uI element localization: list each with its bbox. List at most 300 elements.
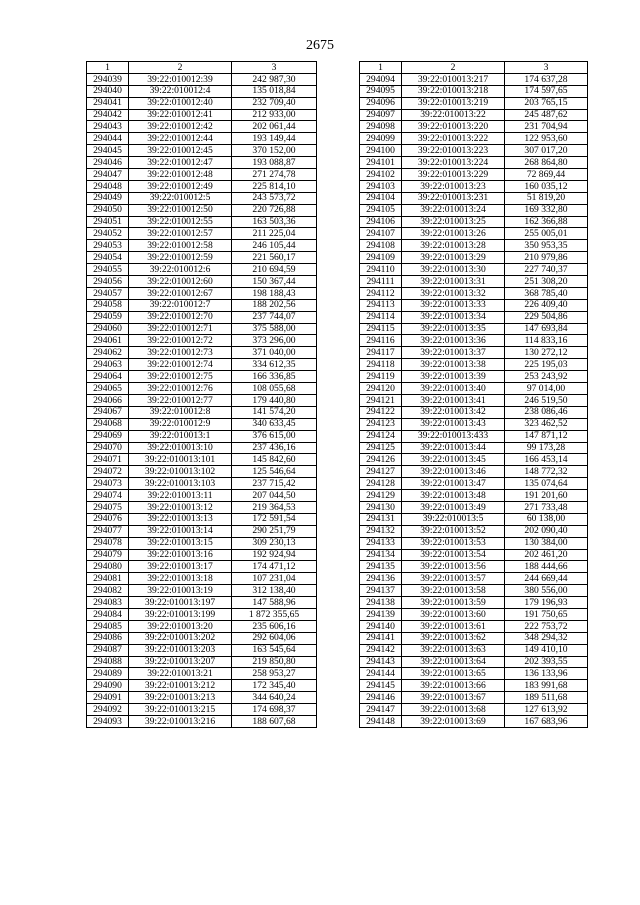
row-number-cell: 294088 [87,656,129,668]
table-row [360,478,588,490]
value-cell: 242 987,30 [232,73,317,85]
cadastral-number-cell: 39:22:010012:4 [129,85,232,97]
row-number-cell: 294138 [360,597,402,609]
row-number-cell: 294096 [360,97,402,109]
cadastral-number-cell: 39:22:010013:21 [129,668,232,680]
table-row [360,430,588,442]
table-row [87,406,317,418]
value-cell: 174 698,37 [232,704,317,716]
cadastral-number-cell: 39:22:010013:45 [402,454,505,466]
cadastral-number-cell: 39:22:010013:219 [402,97,505,109]
row-number-cell: 294095 [360,85,402,97]
table-row [87,335,317,347]
value-cell: 179 440,80 [232,394,317,406]
table-row [360,632,588,644]
cadastral-number-cell: 39:22:010013:32 [402,287,505,299]
table-row [87,668,317,680]
row-number-cell: 294093 [87,715,129,727]
row-number-cell: 294124 [360,430,402,442]
row-number-cell: 294102 [360,169,402,181]
cadastral-number-cell: 39:22:010013:25 [402,216,505,228]
cadastral-number-cell: 39:22:010013:49 [402,501,505,513]
row-number-cell: 294148 [360,715,402,727]
cadastral-number-cell: 39:22:010012:67 [129,287,232,299]
cadastral-number-cell: 39:22:010013:34 [402,311,505,323]
value-cell: 188 444,66 [505,561,588,573]
value-cell: 202 090,40 [505,525,588,537]
table-row [360,490,588,502]
table-row [360,323,588,335]
table-row [87,383,317,395]
value-cell: 271 733,48 [505,501,588,513]
cadastral-number-cell: 39:22:010013:215 [129,704,232,716]
value-cell: 122 953,60 [505,133,588,145]
cadastral-number-cell: 39:22:010013:229 [402,169,505,181]
value-cell: 376 615,00 [232,430,317,442]
cadastral-number-cell: 39:22:010013:12 [129,501,232,513]
row-number-cell: 294143 [360,656,402,668]
cadastral-number-cell: 39:22:010013:41 [402,394,505,406]
value-cell: 202 461,20 [505,549,588,561]
table-row [360,692,588,704]
table-row [87,180,317,192]
row-number-cell: 294136 [360,573,402,585]
table-row [87,109,317,121]
value-cell: 125 546,64 [232,466,317,478]
value-cell: 222 753,72 [505,620,588,632]
table-row [87,549,317,561]
row-number-cell: 294134 [360,549,402,561]
table-row [87,430,317,442]
table-row [360,133,588,145]
cadastral-number-cell: 39:22:010012:70 [129,311,232,323]
row-number-cell: 294055 [87,264,129,276]
value-cell: 258 953,27 [232,668,317,680]
cadastral-number-cell: 39:22:010013:30 [402,264,505,276]
cadastral-number-cell: 39:22:010012:76 [129,383,232,395]
row-number-cell: 294058 [87,299,129,311]
value-cell: 174 471,12 [232,561,317,573]
row-number-cell: 294041 [87,97,129,109]
row-number-cell: 294052 [87,228,129,240]
value-cell: 172 345,40 [232,680,317,692]
cadastral-number-cell: 39:22:010013:35 [402,323,505,335]
row-number-cell: 294079 [87,549,129,561]
row-number-cell: 294116 [360,335,402,347]
value-cell: 244 669,44 [505,573,588,585]
table-row [87,537,317,549]
table-row [360,85,588,97]
value-cell: 237 436,16 [232,442,317,454]
value-cell: 334 612,35 [232,359,317,371]
row-number-cell: 294133 [360,537,402,549]
table-row [360,585,588,597]
cadastral-number-cell: 39:22:010012:45 [129,145,232,157]
table-row [87,121,317,133]
cadastral-number-cell: 39:22:010012:47 [129,157,232,169]
value-cell: 136 133,96 [505,668,588,680]
left-header-col-2: 2 [129,62,232,74]
table-row [360,169,588,181]
row-number-cell: 294146 [360,692,402,704]
cadastral-number-cell: 39:22:010012:7 [129,299,232,311]
cadastral-number-cell: 39:22:010013:23 [402,180,505,192]
row-number-cell: 294049 [87,192,129,204]
value-cell: 371 040,00 [232,347,317,359]
row-number-cell: 294074 [87,490,129,502]
row-number-cell: 294111 [360,276,402,288]
table-row [360,335,588,347]
table-row [360,513,588,525]
table-row [360,276,588,288]
value-cell: 166 453,14 [505,454,588,466]
value-cell: 1 872 355,65 [232,608,317,620]
row-number-cell: 294130 [360,501,402,513]
table-row [360,264,588,276]
row-number-cell: 294045 [87,145,129,157]
value-cell: 191 750,65 [505,608,588,620]
row-number-cell: 294094 [360,73,402,85]
row-number-cell: 294059 [87,311,129,323]
row-number-cell: 294048 [87,180,129,192]
value-cell: 51 819,20 [505,192,588,204]
table-row [87,323,317,335]
row-number-cell: 294141 [360,632,402,644]
row-number-cell: 294084 [87,608,129,620]
row-number-cell: 294081 [87,573,129,585]
value-cell: 99 173,28 [505,442,588,454]
row-number-cell: 294056 [87,276,129,288]
value-cell: 163 545,64 [232,644,317,656]
row-number-cell: 294137 [360,585,402,597]
table-row [360,192,588,204]
row-number-cell: 294123 [360,418,402,430]
cadastral-number-cell: 39:22:010013:68 [402,704,505,716]
cadastral-number-cell: 39:22:010013:36 [402,335,505,347]
value-cell: 107 231,04 [232,573,317,585]
row-number-cell: 294125 [360,442,402,454]
value-cell: 309 230,13 [232,537,317,549]
table-row [360,704,588,716]
cadastral-number-cell: 39:22:010012:42 [129,121,232,133]
table-row [360,406,588,418]
row-number-cell: 294068 [87,418,129,430]
cadastral-number-cell: 39:22:010012:57 [129,228,232,240]
value-cell: 271 274,78 [232,169,317,181]
row-number-cell: 294054 [87,252,129,264]
cadastral-number-cell: 39:22:010013:42 [402,406,505,418]
table-row [360,121,588,133]
table-row [87,204,317,216]
table-row [87,715,317,727]
cadastral-number-cell: 39:22:010013:66 [402,680,505,692]
cadastral-number-cell: 39:22:010013:22 [402,109,505,121]
value-cell: 160 035,12 [505,180,588,192]
row-number-cell: 294085 [87,620,129,632]
table-row [360,347,588,359]
row-number-cell: 294101 [360,157,402,169]
row-number-cell: 294128 [360,478,402,490]
cadastral-number-cell: 39:22:010013:11 [129,490,232,502]
table-row [360,73,588,85]
table-row [87,287,317,299]
cadastral-number-cell: 39:22:010013:433 [402,430,505,442]
table-row [87,276,317,288]
cadastral-number-cell: 39:22:010013:212 [129,680,232,692]
cadastral-number-cell: 39:22:010013:37 [402,347,505,359]
value-cell: 114 833,16 [505,335,588,347]
table-row [87,240,317,252]
table-row [360,537,588,549]
cadastral-number-cell: 39:22:010013:213 [129,692,232,704]
table-row [87,597,317,609]
cadastral-number-cell: 39:22:010013:44 [402,442,505,454]
cadastral-number-cell: 39:22:010013:59 [402,597,505,609]
row-number-cell: 294135 [360,561,402,573]
row-number-cell: 294108 [360,240,402,252]
value-cell: 203 765,15 [505,97,588,109]
table-row [360,359,588,371]
cadastral-number-cell: 39:22:010013:43 [402,418,505,430]
value-cell: 237 744,07 [232,311,317,323]
table-row [87,394,317,406]
row-number-cell: 294076 [87,513,129,525]
row-number-cell: 294053 [87,240,129,252]
cadastral-number-cell: 39:22:010012:73 [129,347,232,359]
row-number-cell: 294122 [360,406,402,418]
value-cell: 220 726,88 [232,204,317,216]
table-row [87,692,317,704]
value-cell: 141 574,20 [232,406,317,418]
cadastral-number-cell: 39:22:010013:62 [402,632,505,644]
value-cell: 225 195,03 [505,359,588,371]
table-row [360,418,588,430]
table-row [87,252,317,264]
cadastral-number-cell: 39:22:010012:74 [129,359,232,371]
row-number-cell: 294103 [360,180,402,192]
page-number: 2675 [306,38,334,53]
table-row [360,597,588,609]
cadastral-number-cell: 39:22:010013:101 [129,454,232,466]
cadastral-number-cell: 39:22:010013:16 [129,549,232,561]
row-number-cell: 294047 [87,169,129,181]
row-number-cell: 294089 [87,668,129,680]
table-row [87,501,317,513]
row-number-cell: 294127 [360,466,402,478]
cadastral-number-cell: 39:22:010013:202 [129,632,232,644]
cadastral-number-cell: 39:22:010012:40 [129,97,232,109]
cadastral-number-cell: 39:22:010013:197 [129,597,232,609]
cadastral-number-cell: 39:22:010012:39 [129,73,232,85]
cadastral-number-cell: 39:22:010013:216 [129,715,232,727]
row-number-cell: 294126 [360,454,402,466]
table-row [87,311,317,323]
right-table-body [360,73,588,727]
table-row [87,347,317,359]
left-header-col-3: 3 [232,62,317,74]
cadastral-number-cell: 39:22:010013:28 [402,240,505,252]
row-number-cell: 294107 [360,228,402,240]
row-number-cell: 294120 [360,383,402,395]
table-row [360,394,588,406]
row-number-cell: 294063 [87,359,129,371]
table-row [87,478,317,490]
value-cell: 243 573,72 [232,192,317,204]
cadastral-number-cell: 39:22:010013:33 [402,299,505,311]
right-header-col-2: 2 [402,62,505,74]
cadastral-number-cell: 39:22:010013:15 [129,537,232,549]
row-number-cell: 294039 [87,73,129,85]
table-row [87,97,317,109]
cadastral-number-cell: 39:22:010013:54 [402,549,505,561]
cadastral-number-cell: 39:22:010012:49 [129,180,232,192]
value-cell: 72 869,44 [505,169,588,181]
value-cell: 245 487,62 [505,109,588,121]
cadastral-number-cell: 39:22:010013:19 [129,585,232,597]
value-cell: 147 693,84 [505,323,588,335]
row-number-cell: 294109 [360,252,402,264]
value-cell: 174 597,65 [505,85,588,97]
row-number-cell: 294131 [360,513,402,525]
row-number-cell: 294140 [360,620,402,632]
table-row [87,454,317,466]
row-number-cell: 294091 [87,692,129,704]
value-cell: 210 979,86 [505,252,588,264]
cadastral-number-cell: 39:22:010013:63 [402,644,505,656]
cadastral-number-cell: 39:22:010012:58 [129,240,232,252]
right-header-col-3: 3 [505,62,588,74]
cadastral-number-cell: 39:22:010013:222 [402,133,505,145]
row-number-cell: 294145 [360,680,402,692]
table-row [87,418,317,430]
cadastral-number-cell: 39:22:010012:41 [129,109,232,121]
table-row [360,145,588,157]
table-row [87,371,317,383]
table-row [360,715,588,727]
left-table-header-row [87,62,317,74]
value-cell: 192 924,94 [232,549,317,561]
row-number-cell: 294118 [360,359,402,371]
value-cell: 225 814,10 [232,180,317,192]
value-cell: 188 202,56 [232,299,317,311]
row-number-cell: 294080 [87,561,129,573]
value-cell: 162 366,88 [505,216,588,228]
cadastral-number-cell: 39:22:010013:5 [402,513,505,525]
value-cell: 183 991,68 [505,680,588,692]
right-table [359,61,588,728]
row-number-cell: 294090 [87,680,129,692]
row-number-cell: 294069 [87,430,129,442]
table-row [87,169,317,181]
cadastral-number-cell: 39:22:010013:1 [129,430,232,442]
table-row [360,680,588,692]
cadastral-number-cell: 39:22:010013:224 [402,157,505,169]
cadastral-number-cell: 39:22:010012:55 [129,216,232,228]
table-row [360,525,588,537]
cadastral-number-cell: 39:22:010013:61 [402,620,505,632]
table-row [87,656,317,668]
value-cell: 238 086,46 [505,406,588,418]
table-row [87,466,317,478]
cadastral-number-cell: 39:22:010013:57 [402,573,505,585]
value-cell: 149 410,10 [505,644,588,656]
cadastral-number-cell: 39:22:010012:72 [129,335,232,347]
row-number-cell: 294083 [87,597,129,609]
value-cell: 172 591,54 [232,513,317,525]
table-row [87,561,317,573]
cadastral-number-cell: 39:22:010013:40 [402,383,505,395]
value-cell: 348 294,32 [505,632,588,644]
row-number-cell: 294067 [87,406,129,418]
value-cell: 235 606,16 [232,620,317,632]
cadastral-number-cell: 39:22:010012:9 [129,418,232,430]
row-number-cell: 294070 [87,442,129,454]
row-number-cell: 294119 [360,371,402,383]
value-cell: 253 243,92 [505,371,588,383]
value-cell: 174 637,28 [505,73,588,85]
row-number-cell: 294117 [360,347,402,359]
table-row [87,85,317,97]
cadastral-number-cell: 39:22:010013:56 [402,561,505,573]
cadastral-number-cell: 39:22:010013:103 [129,478,232,490]
row-number-cell: 294062 [87,347,129,359]
value-cell: 232 709,40 [232,97,317,109]
row-number-cell: 294040 [87,85,129,97]
table-row [87,145,317,157]
value-cell: 198 188,43 [232,287,317,299]
cadastral-number-cell: 39:22:010013:231 [402,192,505,204]
cadastral-number-cell: 39:22:010012:77 [129,394,232,406]
table-row [360,561,588,573]
row-number-cell: 294098 [360,121,402,133]
table-row [360,216,588,228]
table-row [360,383,588,395]
cadastral-number-cell: 39:22:010012:60 [129,276,232,288]
cadastral-number-cell: 39:22:010012:50 [129,204,232,216]
value-cell: 188 607,68 [232,715,317,727]
row-number-cell: 294139 [360,608,402,620]
row-number-cell: 294121 [360,394,402,406]
value-cell: 147 871,12 [505,430,588,442]
cadastral-number-cell: 39:22:010013:47 [402,478,505,490]
cadastral-number-cell: 39:22:010013:17 [129,561,232,573]
value-cell: 290 251,79 [232,525,317,537]
value-cell: 97 014,00 [505,383,588,395]
left-table [86,61,317,728]
value-cell: 292 604,06 [232,632,317,644]
table-row [360,454,588,466]
row-number-cell: 294115 [360,323,402,335]
row-number-cell: 294142 [360,644,402,656]
value-cell: 373 296,00 [232,335,317,347]
value-cell: 246 519,50 [505,394,588,406]
value-cell: 60 138,00 [505,513,588,525]
value-cell: 167 683,96 [505,715,588,727]
cadastral-number-cell: 39:22:010013:199 [129,608,232,620]
cadastral-number-cell: 39:22:010013:64 [402,656,505,668]
value-cell: 169 332,80 [505,204,588,216]
left-header-col-1: 1 [87,62,129,74]
table-row [87,585,317,597]
cadastral-number-cell: 39:22:010013:220 [402,121,505,133]
table-row [360,501,588,513]
value-cell: 210 694,59 [232,264,317,276]
cadastral-number-cell: 39:22:010013:60 [402,608,505,620]
table-row [87,608,317,620]
row-number-cell: 294050 [87,204,129,216]
table-row [360,240,588,252]
table-row [87,299,317,311]
